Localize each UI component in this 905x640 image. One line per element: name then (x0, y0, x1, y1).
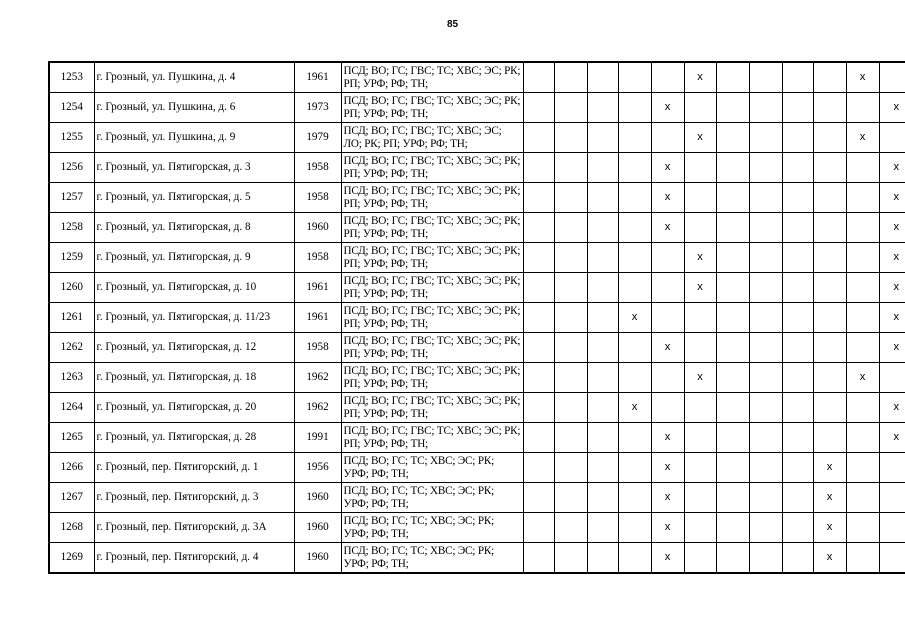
row-address: г. Грозный, пер. Пятигорский, д. 4 (94, 543, 294, 574)
row-mark-cell (813, 153, 846, 183)
table-row (49, 423, 905, 453)
row-mark-cell (523, 123, 554, 153)
row-number: 1265 (49, 423, 94, 453)
row-number: 1264 (49, 393, 94, 423)
row-mark-cell (813, 183, 846, 213)
row-mark-cell (651, 303, 684, 333)
row-number: 1260 (49, 273, 94, 303)
row-mark-cell (782, 423, 813, 453)
row-mark-cell (587, 273, 618, 303)
row-services: ПСД; ВО; ГС; ГВС; ТС; ХВС; ЭС; РК; РП; УРФ; РФ; ТН; (341, 423, 523, 453)
row-mark-cell: x (813, 453, 846, 483)
row-mark-cell (651, 393, 684, 423)
row-mark-cell (879, 483, 905, 513)
row-mark-cell (554, 123, 587, 153)
row-mark-cell (587, 363, 618, 393)
row-number: 1263 (49, 363, 94, 393)
table-row (49, 93, 905, 123)
row-address: г. Грозный, ул. Пятигорская, д. 8 (94, 213, 294, 243)
row-mark-cell: x (651, 483, 684, 513)
table-row (49, 303, 905, 333)
row-mark-cell (813, 62, 846, 93)
row-mark-cell (846, 513, 879, 543)
row-year: 1960 (294, 483, 341, 513)
row-year: 1961 (294, 303, 341, 333)
row-mark-cell (523, 93, 554, 123)
row-mark-cell (684, 393, 716, 423)
row-mark-cell (554, 273, 587, 303)
row-mark-cell (523, 393, 554, 423)
row-mark-cell (749, 333, 782, 363)
row-address: г. Грозный, пер. Пятигорский, д. 3 (94, 483, 294, 513)
row-mark-cell (749, 453, 782, 483)
row-year: 1960 (294, 543, 341, 574)
table-row (49, 273, 905, 303)
row-mark-cell (587, 453, 618, 483)
row-services: ПСД; ВО; ГС; ГВС; ТС; ХВС; ЭС; РК; РП; УРФ; РФ; ТН; (341, 393, 523, 423)
row-mark-cell (782, 243, 813, 273)
row-number: 1269 (49, 543, 94, 574)
row-mark-cell (618, 363, 651, 393)
row-mark-cell (846, 393, 879, 423)
row-mark-cell: x (651, 333, 684, 363)
row-mark-cell: x (879, 153, 905, 183)
building-registry-table (48, 61, 905, 574)
table-row (49, 243, 905, 273)
row-address: г. Грозный, ул. Пятигорская, д. 10 (94, 273, 294, 303)
row-year: 1991 (294, 423, 341, 453)
row-year: 1979 (294, 123, 341, 153)
row-mark-cell (846, 153, 879, 183)
row-mark-cell (684, 303, 716, 333)
row-mark-cell: x (879, 393, 905, 423)
row-mark-cell (749, 123, 782, 153)
row-mark-cell (846, 273, 879, 303)
row-mark-cell (782, 273, 813, 303)
row-mark-cell (749, 62, 782, 93)
row-year: 1960 (294, 213, 341, 243)
row-mark-cell (523, 333, 554, 363)
row-mark-cell (587, 153, 618, 183)
row-mark-cell (587, 333, 618, 363)
row-mark-cell (587, 123, 618, 153)
row-mark-cell (716, 423, 749, 453)
row-address: г. Грозный, ул. Пушкина, д. 4 (94, 62, 294, 93)
row-mark-cell (846, 453, 879, 483)
row-address: г. Грозный, ул. Пятигорская, д. 28 (94, 423, 294, 453)
row-mark-cell (554, 303, 587, 333)
row-mark-cell (782, 62, 813, 93)
row-mark-cell (684, 423, 716, 453)
row-mark-cell (782, 153, 813, 183)
row-services: ПСД; ВО; ГС; ГВС; ТС; ХВС; ЭС; РК; РП; УРФ; РФ; ТН; (341, 303, 523, 333)
row-mark-cell (523, 483, 554, 513)
row-mark-cell (749, 543, 782, 574)
row-mark-cell (554, 62, 587, 93)
row-mark-cell (846, 333, 879, 363)
row-mark-cell: x (651, 423, 684, 453)
row-mark-cell (749, 393, 782, 423)
row-mark-cell: x (684, 243, 716, 273)
row-mark-cell (813, 393, 846, 423)
row-mark-cell (554, 393, 587, 423)
row-mark-cell (813, 273, 846, 303)
row-services: ПСД; ВО; ГС; ТС; ХВС; ЭС; РК; УРФ; РФ; ТН; (341, 543, 523, 574)
table-row (49, 183, 905, 213)
row-number: 1261 (49, 303, 94, 333)
row-year: 1958 (294, 183, 341, 213)
row-mark-cell: x (684, 62, 716, 93)
row-mark-cell: x (879, 423, 905, 453)
row-mark-cell (554, 483, 587, 513)
table-row (49, 543, 905, 574)
row-services: ПСД; ВО; ГС; ГВС; ТС; ХВС; ЭС; РК; РП; УРФ; РФ; ТН; (341, 213, 523, 243)
row-mark-cell: x (651, 183, 684, 213)
row-services: ПСД; ВО; ГС; ТС; ХВС; ЭС; РК; УРФ; РФ; ТН; (341, 453, 523, 483)
row-address: г. Грозный, ул. Пятигорская, д. 11/23 (94, 303, 294, 333)
row-mark-cell (618, 333, 651, 363)
row-mark-cell (813, 363, 846, 393)
row-mark-cell (879, 453, 905, 483)
row-mark-cell (684, 93, 716, 123)
row-services: ПСД; ВО; ГС; ГВС; ТС; ХВС; ЭС; РК; РП; УРФ; РФ; ТН; (341, 363, 523, 393)
row-mark-cell (587, 93, 618, 123)
row-mark-cell (587, 303, 618, 333)
row-mark-cell (618, 273, 651, 303)
row-mark-cell (618, 62, 651, 93)
row-number: 1253 (49, 62, 94, 93)
row-mark-cell: x (813, 483, 846, 513)
row-mark-cell (587, 213, 618, 243)
row-mark-cell (813, 333, 846, 363)
row-address: г. Грозный, ул. Пятигорская, д. 12 (94, 333, 294, 363)
table-row (49, 153, 905, 183)
row-mark-cell (846, 423, 879, 453)
row-address: г. Грозный, ул. Пятигорская, д. 3 (94, 153, 294, 183)
row-mark-cell (684, 213, 716, 243)
row-mark-cell (618, 543, 651, 574)
row-address: г. Грозный, ул. Пятигорская, д. 20 (94, 393, 294, 423)
row-mark-cell (554, 183, 587, 213)
row-mark-cell (587, 483, 618, 513)
page-number: 85 (446, 19, 459, 30)
row-year: 1961 (294, 273, 341, 303)
row-services: ПСД; ВО; ГС; ГВС; ТС; ХВС; ЭС; РК; РП; УРФ; РФ; ТН; (341, 243, 523, 273)
row-mark-cell (684, 153, 716, 183)
row-mark-cell (813, 123, 846, 153)
row-mark-cell (813, 423, 846, 453)
row-mark-cell (554, 363, 587, 393)
row-mark-cell: x (846, 62, 879, 93)
row-mark-cell: x (879, 303, 905, 333)
row-mark-cell (782, 213, 813, 243)
row-mark-cell: x (879, 93, 905, 123)
row-mark-cell (618, 513, 651, 543)
row-mark-cell (846, 213, 879, 243)
row-mark-cell (651, 62, 684, 93)
row-mark-cell (618, 453, 651, 483)
row-mark-cell (846, 183, 879, 213)
row-mark-cell (523, 423, 554, 453)
row-mark-cell (813, 93, 846, 123)
row-year: 1956 (294, 453, 341, 483)
row-mark-cell (554, 453, 587, 483)
row-mark-cell (587, 423, 618, 453)
row-mark-cell (587, 393, 618, 423)
row-mark-cell (716, 393, 749, 423)
row-mark-cell: x (813, 513, 846, 543)
row-mark-cell: x (879, 183, 905, 213)
row-mark-cell (651, 243, 684, 273)
row-mark-cell (782, 123, 813, 153)
row-mark-cell (523, 183, 554, 213)
row-mark-cell: x (846, 363, 879, 393)
row-mark-cell (523, 213, 554, 243)
row-number: 1266 (49, 453, 94, 483)
table-row (49, 513, 905, 543)
row-services: ПСД; ВО; ГС; ГВС; ТС; ХВС; ЭС; РК; РП; УРФ; РФ; ТН; (341, 62, 523, 93)
row-mark-cell: x (879, 273, 905, 303)
row-year: 1960 (294, 513, 341, 543)
row-mark-cell (554, 243, 587, 273)
row-mark-cell (749, 303, 782, 333)
row-mark-cell (618, 93, 651, 123)
row-mark-cell (684, 183, 716, 213)
row-mark-cell (523, 453, 554, 483)
row-number: 1257 (49, 183, 94, 213)
row-year: 1958 (294, 153, 341, 183)
row-services: ПСД; ВО; ГС; ТС; ХВС; ЭС; РК; УРФ; РФ; ТН; (341, 483, 523, 513)
row-mark-cell (782, 303, 813, 333)
row-mark-cell: x (684, 273, 716, 303)
row-mark-cell (716, 123, 749, 153)
row-year: 1962 (294, 363, 341, 393)
row-mark-cell (716, 513, 749, 543)
row-mark-cell: x (846, 123, 879, 153)
row-year: 1958 (294, 243, 341, 273)
row-year: 1973 (294, 93, 341, 123)
row-mark-cell (782, 543, 813, 574)
row-mark-cell (716, 543, 749, 574)
row-mark-cell (618, 123, 651, 153)
row-mark-cell (782, 393, 813, 423)
row-mark-cell (782, 183, 813, 213)
row-mark-cell (523, 513, 554, 543)
row-mark-cell (684, 483, 716, 513)
row-mark-cell (684, 513, 716, 543)
row-mark-cell (846, 303, 879, 333)
row-mark-cell: x (651, 453, 684, 483)
row-mark-cell (782, 363, 813, 393)
row-mark-cell (618, 183, 651, 213)
row-mark-cell (749, 153, 782, 183)
row-year: 1958 (294, 333, 341, 363)
row-mark-cell (651, 123, 684, 153)
row-mark-cell (618, 483, 651, 513)
row-mark-cell: x (879, 213, 905, 243)
row-mark-cell (716, 153, 749, 183)
row-mark-cell (716, 213, 749, 243)
row-mark-cell (716, 243, 749, 273)
row-mark-cell (523, 153, 554, 183)
row-mark-cell (618, 153, 651, 183)
row-mark-cell: x (618, 303, 651, 333)
row-mark-cell (879, 62, 905, 93)
row-mark-cell: x (651, 213, 684, 243)
row-mark-cell (716, 483, 749, 513)
row-mark-cell (749, 183, 782, 213)
row-year: 1961 (294, 62, 341, 93)
row-mark-cell (618, 213, 651, 243)
row-mark-cell (749, 273, 782, 303)
row-address: г. Грозный, ул. Пятигорская, д. 9 (94, 243, 294, 273)
row-mark-cell (716, 453, 749, 483)
row-mark-cell (813, 303, 846, 333)
row-mark-cell (813, 213, 846, 243)
row-mark-cell (782, 93, 813, 123)
row-address: г. Грозный, пер. Пятигорский, д. 1 (94, 453, 294, 483)
row-mark-cell (846, 483, 879, 513)
row-mark-cell (554, 213, 587, 243)
table-row (49, 213, 905, 243)
row-mark-cell: x (651, 93, 684, 123)
row-mark-cell: x (684, 123, 716, 153)
table-row (49, 393, 905, 423)
row-mark-cell: x (879, 243, 905, 273)
row-number: 1254 (49, 93, 94, 123)
row-mark-cell (879, 123, 905, 153)
row-mark-cell (716, 62, 749, 93)
row-mark-cell (554, 423, 587, 453)
row-mark-cell (749, 93, 782, 123)
row-mark-cell (879, 363, 905, 393)
row-year: 1962 (294, 393, 341, 423)
row-mark-cell: x (651, 543, 684, 574)
row-mark-cell: x (651, 513, 684, 543)
row-mark-cell (684, 453, 716, 483)
row-address: г. Грозный, ул. Пятигорская, д. 18 (94, 363, 294, 393)
row-mark-cell (523, 62, 554, 93)
table-row (49, 62, 905, 93)
row-mark-cell (749, 423, 782, 453)
row-mark-cell (554, 333, 587, 363)
row-services: ПСД; ВО; ГС; ГВС; ТС; ХВС; ЭС; РК; РП; УРФ; РФ; ТН; (341, 183, 523, 213)
row-mark-cell (651, 363, 684, 393)
row-mark-cell (587, 243, 618, 273)
row-number: 1259 (49, 243, 94, 273)
row-mark-cell (879, 543, 905, 574)
row-mark-cell (782, 333, 813, 363)
table-row (49, 483, 905, 513)
row-mark-cell (554, 513, 587, 543)
row-mark-cell (749, 213, 782, 243)
row-mark-cell (523, 243, 554, 273)
row-mark-cell (749, 363, 782, 393)
row-services: ПСД; ВО; ГС; ГВС; ТС; ХВС; ЭС; РК; РП; УРФ; РФ; ТН; (341, 273, 523, 303)
row-services: ПСД; ВО; ГС; ГВС; ТС; ХВС; ЭС; РК; РП; УРФ; РФ; ТН; (341, 153, 523, 183)
row-mark-cell (813, 243, 846, 273)
row-mark-cell (684, 543, 716, 574)
row-address: г. Грозный, ул. Пушкина, д. 6 (94, 93, 294, 123)
row-mark-cell (523, 543, 554, 574)
row-number: 1256 (49, 153, 94, 183)
row-mark-cell: x (813, 543, 846, 574)
row-mark-cell (554, 93, 587, 123)
row-address: г. Грозный, пер. Пятигорский, д. 3А (94, 513, 294, 543)
table-row (49, 453, 905, 483)
row-mark-cell (587, 513, 618, 543)
row-mark-cell (749, 513, 782, 543)
row-mark-cell (587, 543, 618, 574)
row-number: 1258 (49, 213, 94, 243)
row-mark-cell (523, 303, 554, 333)
row-mark-cell (618, 243, 651, 273)
row-number: 1255 (49, 123, 94, 153)
row-mark-cell (554, 543, 587, 574)
row-mark-cell (846, 543, 879, 574)
row-mark-cell (651, 273, 684, 303)
row-services: ПСД; ВО; ГС; ГВС; ТС; ХВС; ЭС; ЛО; РК; РП; УРФ; РФ; ТН; (341, 123, 523, 153)
row-mark-cell (749, 483, 782, 513)
row-services: ПСД; ВО; ГС; ГВС; ТС; ХВС; ЭС; РК; РП; УРФ; РФ; ТН; (341, 93, 523, 123)
row-mark-cell (782, 513, 813, 543)
row-number: 1268 (49, 513, 94, 543)
row-number: 1267 (49, 483, 94, 513)
row-mark-cell (716, 183, 749, 213)
row-mark-cell (587, 62, 618, 93)
row-mark-cell (523, 273, 554, 303)
row-mark-cell: x (651, 153, 684, 183)
row-address: г. Грозный, ул. Пятигорская, д. 5 (94, 183, 294, 213)
row-mark-cell (716, 273, 749, 303)
table-row (49, 123, 905, 153)
row-services: ПСД; ВО; ГС; ГВС; ТС; ХВС; ЭС; РК; РП; УРФ; РФ; ТН; (341, 333, 523, 363)
row-services: ПСД; ВО; ГС; ТС; ХВС; ЭС; РК; УРФ; РФ; ТН; (341, 513, 523, 543)
row-mark-cell (587, 183, 618, 213)
row-mark-cell (554, 153, 587, 183)
row-mark-cell (782, 453, 813, 483)
row-mark-cell (618, 423, 651, 453)
row-mark-cell (716, 93, 749, 123)
row-mark-cell (716, 303, 749, 333)
row-mark-cell (846, 243, 879, 273)
row-mark-cell: x (684, 363, 716, 393)
row-mark-cell: x (618, 393, 651, 423)
row-mark-cell (749, 243, 782, 273)
row-mark-cell (716, 333, 749, 363)
row-mark-cell (523, 363, 554, 393)
row-number: 1262 (49, 333, 94, 363)
row-mark-cell (879, 513, 905, 543)
row-mark-cell (846, 93, 879, 123)
table-body (49, 62, 905, 573)
row-mark-cell (716, 363, 749, 393)
table-row (49, 333, 905, 363)
row-mark-cell (684, 333, 716, 363)
row-address: г. Грозный, ул. Пушкина, д. 9 (94, 123, 294, 153)
row-mark-cell: x (879, 333, 905, 363)
table-row (49, 363, 905, 393)
row-mark-cell (782, 483, 813, 513)
